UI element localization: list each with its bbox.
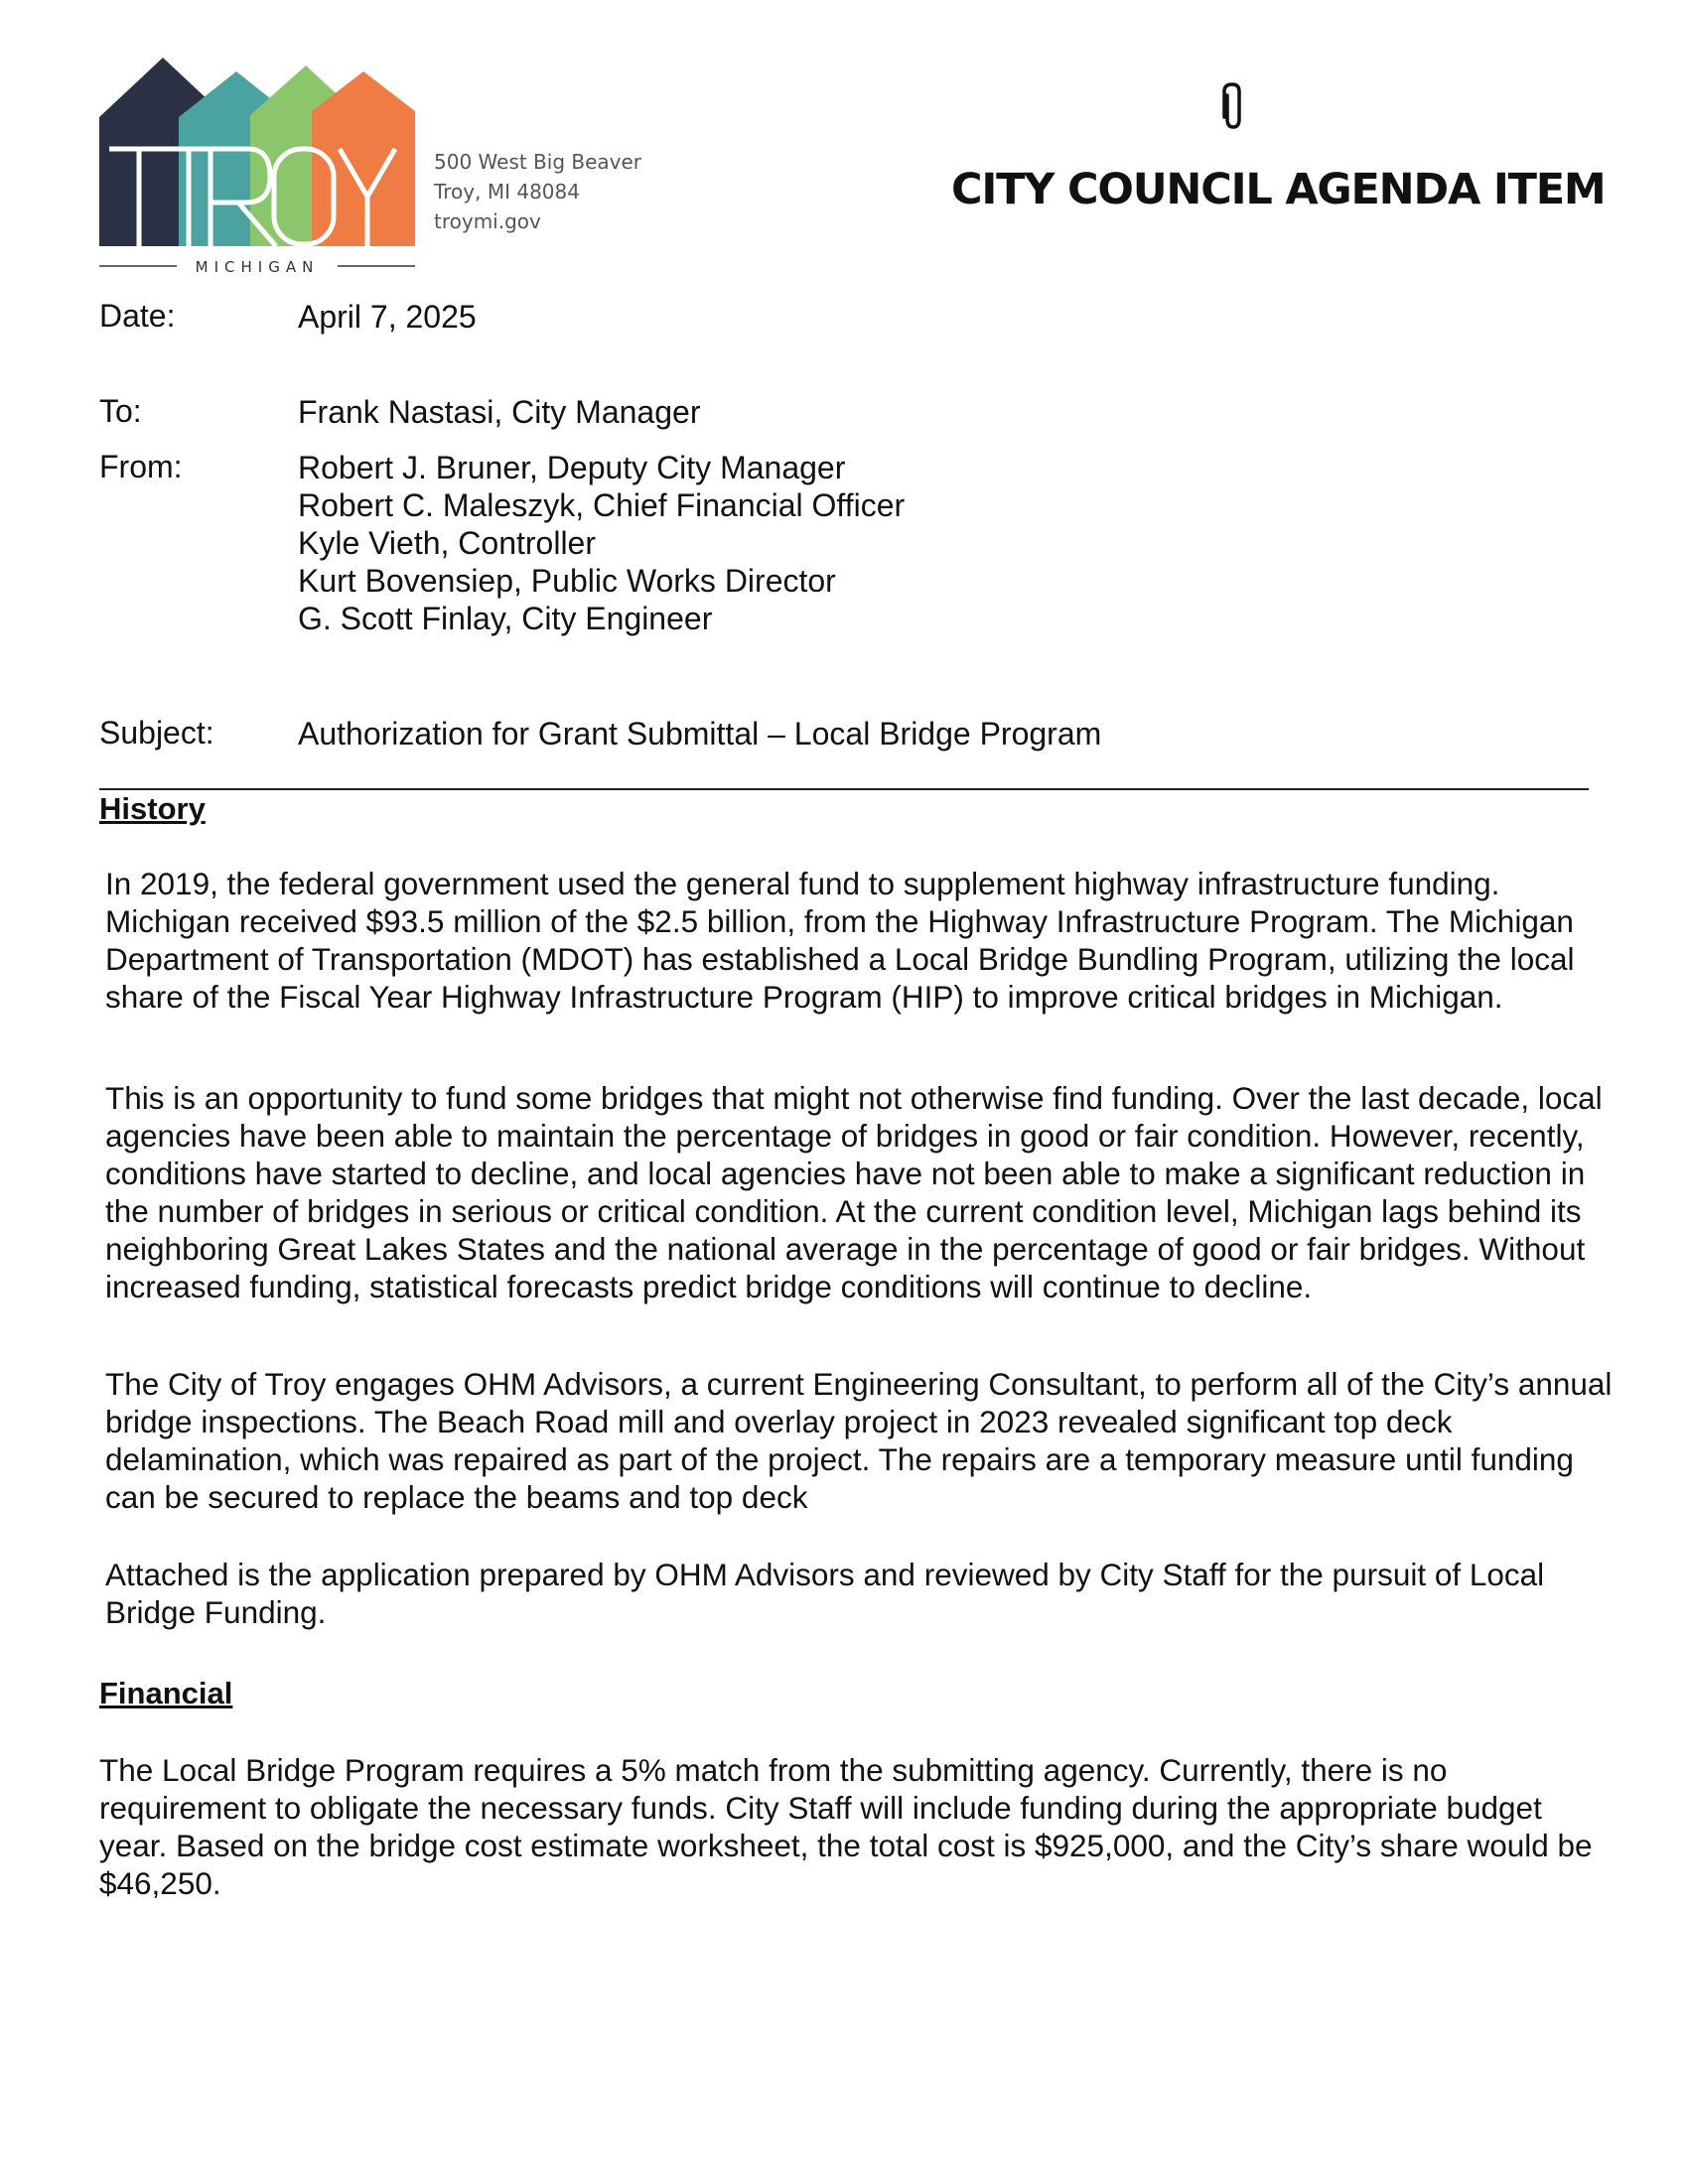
- paperclip-icon[interactable]: [1219, 81, 1243, 131]
- history-paragraph: [105, 865, 1615, 1016]
- address-website: troymi.gov: [434, 209, 541, 233]
- history-heading: History: [99, 791, 206, 826]
- from-person: Robert C. Maleszyk, Chief Financial Officer: [298, 487, 906, 523]
- history-paragraph: [105, 1365, 1615, 1516]
- date-value: April 7, 2025: [298, 299, 477, 335]
- address-city: Troy, MI 48084: [434, 180, 580, 204]
- history-paragraph: [105, 1079, 1615, 1305]
- history-paragraph: [105, 1556, 1615, 1631]
- history-text: The City of Troy engages OHM Advisors, a current Engineering Consultant, to perform all of the City’s annual bridge inspections. The Beach Road mill and overlay project in 2023 revealed significant top deck delamination, which was repaired as part of the project. The repairs are a temporary measure until funding can be secured to replace the beams and top deck: [105, 1366, 1613, 1515]
- financial-heading: Financial: [99, 1676, 233, 1710]
- from-person: Kurt Bovensiep, Public Works Director: [298, 563, 836, 599]
- to-label: To:: [99, 393, 142, 429]
- date-label: Date:: [99, 298, 176, 334]
- page-title: CITY COUNCIL AGENDA ITEM: [951, 165, 1606, 214]
- city-address: [434, 147, 641, 236]
- subject-value: Authorization for Grant Submittal – Local Bridge Program: [298, 716, 1102, 751]
- troy-logo: [99, 58, 415, 274]
- address-street: 500 West Big Beaver: [434, 150, 642, 174]
- subject-label: Subject:: [99, 715, 214, 751]
- from-person: Kyle Vieth, Controller: [298, 525, 596, 561]
- to-value: Frank Nastasi, City Manager: [298, 394, 701, 430]
- header-divider: [99, 788, 1589, 790]
- from-person: G. Scott Finlay, City Engineer: [298, 601, 713, 636]
- logo-state-text: MICHIGAN: [195, 258, 320, 274]
- from-person: Robert J. Bruner, Deputy City Manager: [298, 450, 846, 485]
- history-text: This is an opportunity to fund some bridges that might not otherwise find funding. Over the last decade, local agencies have been able to maintain the percentage of bridges in good or fair condition. However, recently, conditions have started to decline, and local agencies have not been able to make a significant reduction in the number of bridges in serious or critical condition. At the current condition level, Michigan lags behind its neighboring Great Lakes States and the national average in the percentage of good or fair bridges. Without increased funding, statistical forecasts predict bridge conditions will continue to decline.: [105, 1080, 1603, 1304]
- history-text: In 2019, the federal government used the general fund to supplement highway infrastructure funding. Michigan received $93.5 million of the $2.5 billion, from the Highway Infrastructure Program. The Michigan Department of Transportation (MDOT) has established a Local Bridge Bundling Program, utilizing the local share of the Fiscal Year Highway Infrastructure Program (HIP) to improve critical bridges in Michigan.: [105, 866, 1575, 1015]
- from-label: From:: [99, 449, 183, 484]
- history-text: Attached is the application prepared by OHM Advisors and reviewed by City Staff for the pursuit of Local Bridge Funding.: [105, 1557, 1545, 1630]
- from-list: [298, 449, 905, 637]
- financial-paragraph: The Local Bridge Program requires a 5% match from the submitting agency. Currently, there is no requirement to obligate the necessary funds. City Staff will include funding during the appropriate budget year. Based on the bridge cost estimate worksheet, the total cost is $925,000, and the City’s share would be $46,250.: [99, 1752, 1593, 1901]
